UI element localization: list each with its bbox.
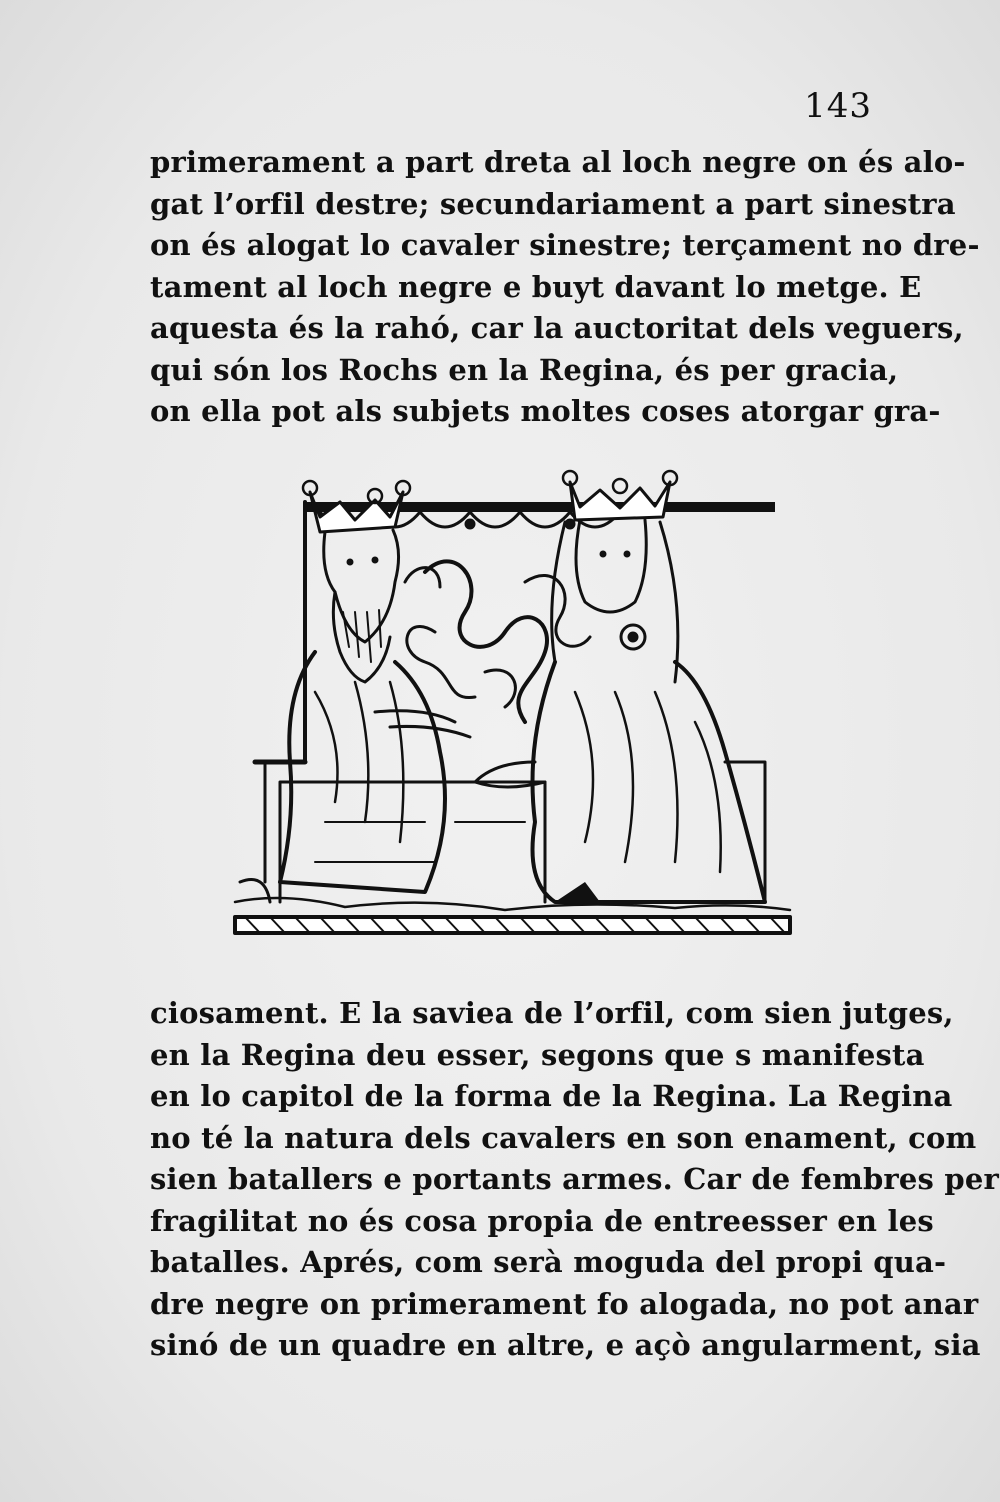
king-and-queen-woodcut-icon	[225, 462, 795, 952]
text-line: sien batallers e portants armes. Car de fembres per	[150, 1162, 999, 1196]
text-line: qui són los Rochs en la Regina, és per gracia,	[150, 352, 899, 387]
page-number: 143	[804, 86, 872, 126]
text-line: dre negre on primerament fo alogada, no pot anar	[150, 1286, 979, 1321]
text-line: en lo capitol de la forma de la Regina. La Regina	[150, 1079, 953, 1113]
text-line: fragilitat no és cosa propia de entreesser en les	[150, 1203, 934, 1238]
text-block-top	[150, 142, 980, 433]
text-line: gat l’orfil destre; secundariament a part sinestra	[150, 186, 956, 221]
text-line: on és alogat lo cavaler sinestre; terçament no dre-	[150, 228, 980, 262]
text-line: on ella pot als subjets moltes coses atorgar gra-	[150, 394, 941, 428]
text-line: sinó de un quadre en altre, e açò angularment, sia	[150, 1328, 981, 1362]
text-line: primerament a part dreta al loch negre on és alo-	[150, 145, 966, 179]
text-line: tament al loch negre e buyt davant lo metge. E	[150, 269, 922, 304]
text-line: no té la natura dels cavalers en son enament, com	[150, 1120, 977, 1155]
text-line: batalles. Aprés, com serà moguda del propi qua-	[150, 1245, 947, 1279]
text-line: en la Regina deu esser, segons que s manifesta	[150, 1037, 925, 1072]
text-line: ciosament. E la saviea de l’orfil, com sien jutges,	[150, 996, 954, 1030]
text-block-bottom	[150, 993, 999, 1367]
text-line: aquesta és la rahó, car la auctoritat dels veguers,	[150, 311, 964, 345]
